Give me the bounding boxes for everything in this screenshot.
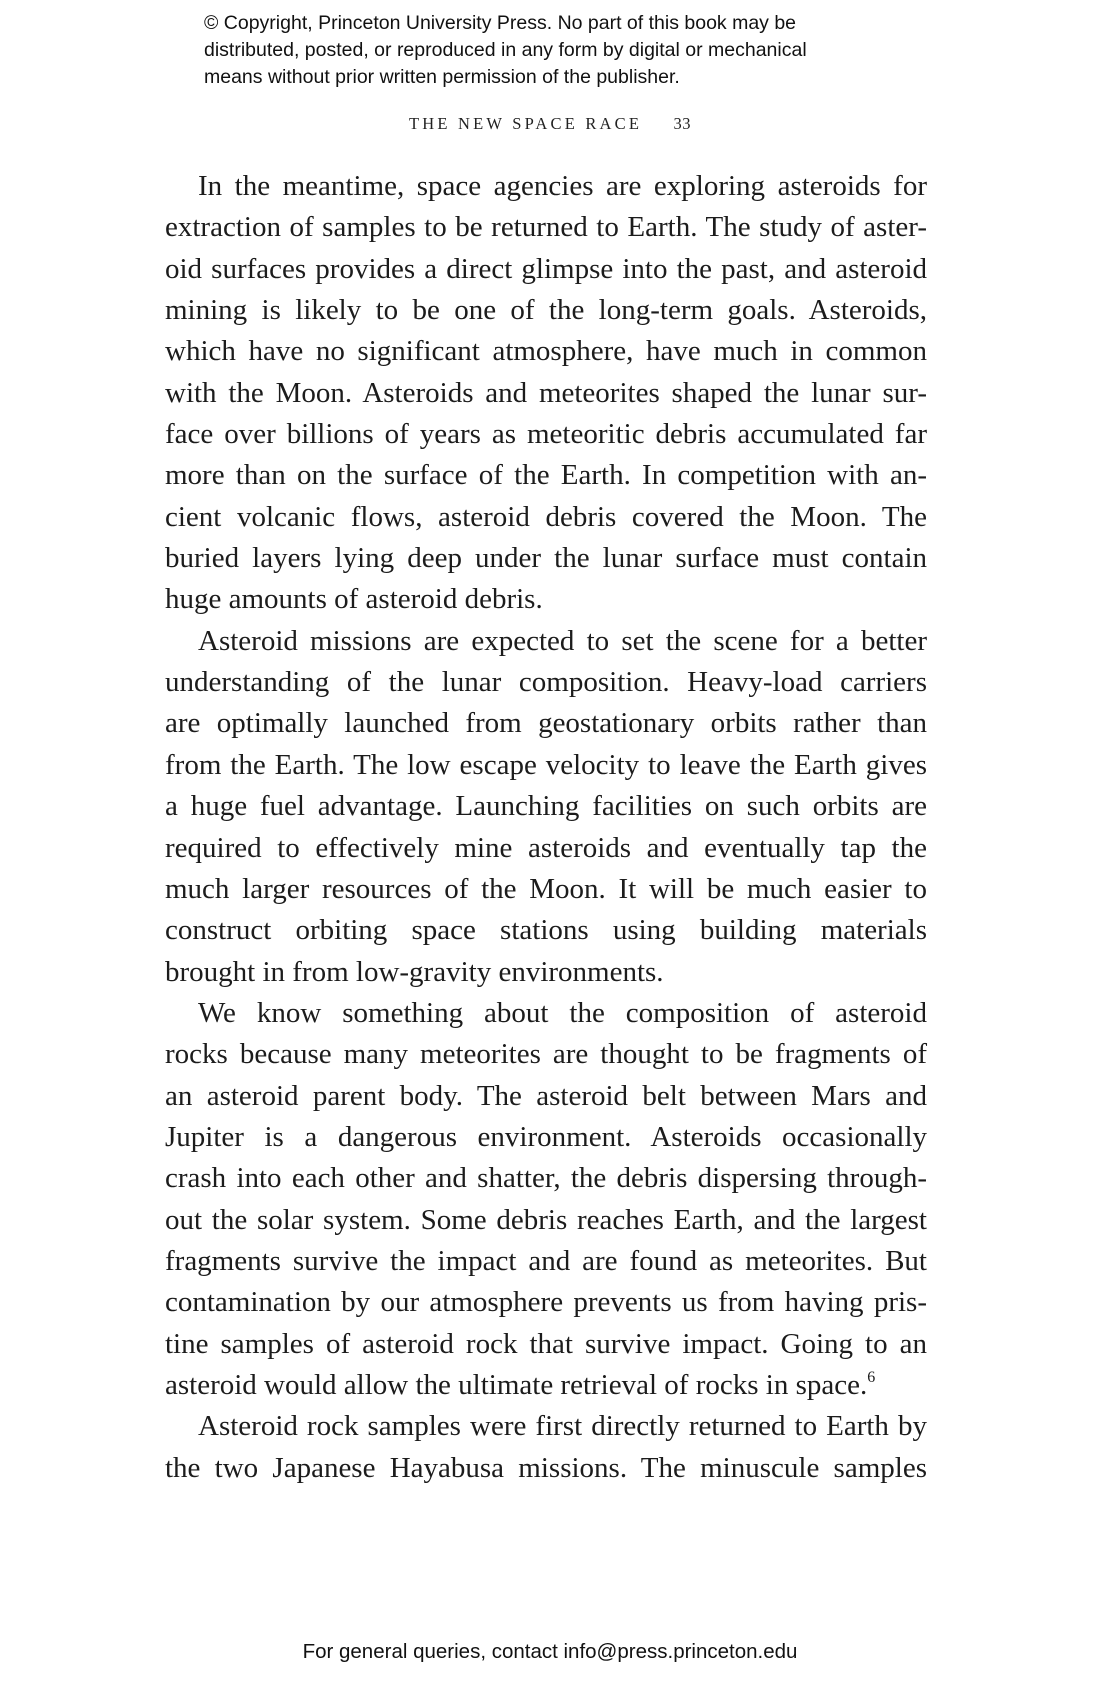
copyright-notice (204, 10, 924, 91)
text-line: extraction of samples to be returned to Earth. The study of aster- (165, 211, 927, 244)
text-line: required to effectively mine asteroids and eventually tap the (165, 831, 927, 864)
text-line: Asteroid rock samples were first directly returned to Earth by (198, 1410, 927, 1443)
text-line: are optimally launched from geostationary orbits rather than (165, 707, 927, 740)
text-line: from the Earth. The low escape velocity to leave the Earth gives (165, 748, 927, 781)
running-head-title: THE NEW SPACE RACE (409, 114, 643, 133)
text-line: much larger resources of the Moon. It will be much easier to (165, 872, 927, 905)
copyright-line: means without prior written permission of the publisher. (204, 66, 680, 88)
text-line: cient volcanic flows, asteroid debris covered the Moon. The (165, 500, 927, 533)
text-line: crash into each other and shatter, the debris dispersing through- (165, 1162, 927, 1195)
text-line: huge amounts of asteroid debris. (165, 583, 543, 616)
text-line: a huge fuel advantage. Launching facilities on such orbits are (165, 790, 927, 823)
text-line: with the Moon. Asteroids and meteorites shaped the lunar sur- (165, 376, 927, 409)
text-line: understanding of the lunar composition. Heavy-load carriers (165, 666, 927, 699)
text-line: In the meantime, space agencies are exploring asteroids for (198, 170, 927, 202)
text-line-content: asteroid would allow the ultimate retrieval of rocks in space. (165, 1368, 868, 1401)
text-line: which have no significant atmosphere, have much in common (165, 335, 927, 368)
text-line: tine samples of asteroid rock that survive impact. Going to an (165, 1327, 927, 1360)
text-line: contamination by our atmosphere prevents us from having pris- (165, 1286, 927, 1319)
text-line: Jupiter is a dangerous environment. Asteroids occasionally (165, 1120, 927, 1153)
page-number: 33 (673, 114, 691, 133)
paragraph-2 (165, 621, 927, 993)
text-line: We know something about the composition of asteroid (198, 996, 927, 1029)
text-line: fragments survive the impact and are found as meteorites. But (165, 1244, 927, 1277)
text-line: buried layers lying deep under the lunar surface must contain (165, 542, 927, 575)
footer-contact: For general queries, contact info@press.princeton.edu (302, 1640, 798, 1663)
text-line: face over billions of years as meteoritic debris accumulated far (165, 418, 927, 451)
text-line: out the solar system. Some debris reaches Earth, and the largest (165, 1203, 927, 1236)
text-line (165, 1365, 927, 1406)
text-line: more than on the surface of the Earth. In competition with an- (165, 459, 927, 492)
paragraph-4 (165, 1406, 927, 1489)
body-text (165, 166, 927, 1489)
copyright-line: © Copyright, Princeton University Press. No part of this book may be (204, 12, 797, 34)
running-head (0, 114, 1100, 134)
copyright-line: distributed, posted, or reproduced in any form by digital or mechanical (204, 39, 807, 61)
text-line: Asteroid missions are expected to set the scene for a better (198, 624, 927, 657)
paragraph-1 (165, 166, 927, 621)
text-line: brought in from low-gravity environments. (165, 955, 664, 988)
text-line: the two Japanese Hayabusa missions. The minuscule samples (165, 1451, 927, 1484)
text-line: oid surfaces provides a direct glimpse into the past, and asteroid (165, 252, 927, 285)
footnote-marker[interactable]: 6 (867, 1368, 876, 1386)
paragraph-3 (165, 993, 927, 1406)
text-line: construct orbiting space stations using building materials (165, 914, 927, 947)
text-line: an asteroid parent body. The asteroid belt between Mars and (165, 1079, 927, 1112)
text-line: mining is likely to be one of the long-term goals. Asteroids, (165, 294, 927, 327)
text-line: rocks because many meteorites are thought to be fragments of (165, 1038, 927, 1071)
